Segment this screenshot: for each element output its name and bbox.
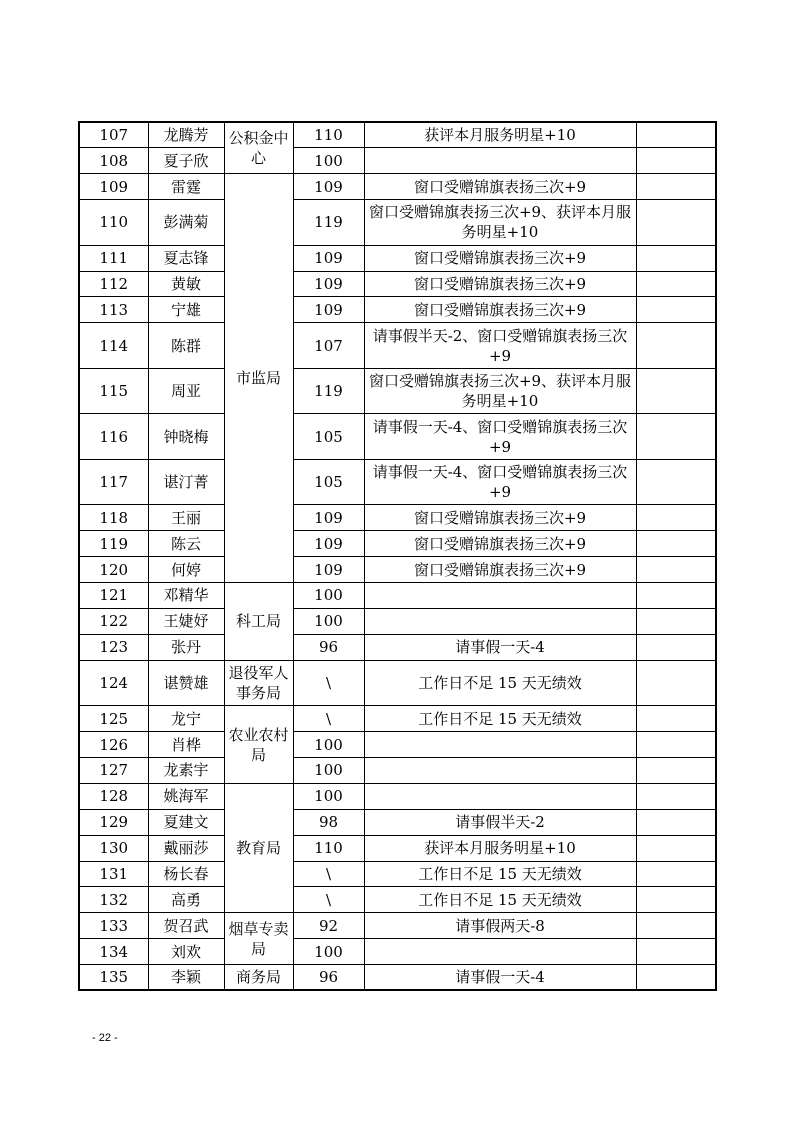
name-cell: 雷霆 bbox=[148, 174, 224, 200]
department-cell: 科工局 bbox=[224, 583, 293, 661]
name-cell: 龙宁 bbox=[148, 706, 224, 732]
note-cell bbox=[364, 757, 636, 783]
department-cell: 公积金中心 bbox=[224, 122, 293, 174]
table-row bbox=[79, 531, 716, 557]
remark-cell bbox=[636, 706, 716, 732]
row-number-cell: 133 bbox=[79, 913, 148, 939]
score-cell: 109 bbox=[293, 531, 364, 557]
table-row bbox=[79, 887, 716, 913]
name-cell: 龙腾芳 bbox=[148, 122, 224, 148]
remark-cell bbox=[636, 122, 716, 148]
remark-cell bbox=[636, 608, 716, 634]
table-row bbox=[79, 706, 716, 732]
table-row bbox=[79, 783, 716, 809]
name-cell: 谌汀菁 bbox=[148, 459, 224, 505]
score-cell: 100 bbox=[293, 939, 364, 965]
score-cell: \ bbox=[293, 706, 364, 732]
score-cell: 109 bbox=[293, 245, 364, 271]
name-cell: 陈云 bbox=[148, 531, 224, 557]
name-cell: 姚海军 bbox=[148, 783, 224, 809]
table-row bbox=[79, 174, 716, 200]
name-cell: 贺召武 bbox=[148, 913, 224, 939]
row-number-cell: 107 bbox=[79, 122, 148, 148]
score-cell: 110 bbox=[293, 835, 364, 861]
score-cell: 100 bbox=[293, 757, 364, 783]
note-cell bbox=[364, 583, 636, 609]
note-cell: 窗口受赠锦旗表扬三次+9 bbox=[364, 271, 636, 297]
name-cell: 龙素宇 bbox=[148, 757, 224, 783]
name-cell: 谌赞雄 bbox=[148, 660, 224, 706]
note-cell: 工作日不足 15 天无绩效 bbox=[364, 861, 636, 887]
row-number-cell: 135 bbox=[79, 965, 148, 991]
score-cell: 109 bbox=[293, 271, 364, 297]
note-cell: 工作日不足 15 天无绩效 bbox=[364, 660, 636, 706]
name-cell: 王婕妤 bbox=[148, 608, 224, 634]
note-cell: 请事假一天-4、窗口受赠锦旗表扬三次+9 bbox=[364, 414, 636, 460]
table-row bbox=[79, 271, 716, 297]
note-cell bbox=[364, 783, 636, 809]
row-number-cell: 117 bbox=[79, 459, 148, 505]
note-cell: 窗口受赠锦旗表扬三次+9 bbox=[364, 245, 636, 271]
note-cell: 工作日不足 15 天无绩效 bbox=[364, 706, 636, 732]
department-cell: 教育局 bbox=[224, 783, 293, 912]
table-row bbox=[79, 583, 716, 609]
remark-cell bbox=[636, 965, 716, 991]
name-cell: 夏建文 bbox=[148, 809, 224, 835]
table-body bbox=[79, 122, 716, 990]
name-cell: 杨长春 bbox=[148, 861, 224, 887]
note-cell bbox=[364, 732, 636, 758]
note-cell: 请事假一天-4 bbox=[364, 965, 636, 991]
score-cell: 107 bbox=[293, 323, 364, 369]
score-cell: 109 bbox=[293, 297, 364, 323]
row-number-cell: 127 bbox=[79, 757, 148, 783]
remark-cell bbox=[636, 732, 716, 758]
remark-cell bbox=[636, 583, 716, 609]
table-row bbox=[79, 809, 716, 835]
table-row bbox=[79, 368, 716, 414]
row-number-cell: 125 bbox=[79, 706, 148, 732]
department-cell: 商务局 bbox=[224, 965, 293, 991]
table-row bbox=[79, 835, 716, 861]
row-number-cell: 134 bbox=[79, 939, 148, 965]
remark-cell bbox=[636, 297, 716, 323]
score-cell: 119 bbox=[293, 200, 364, 246]
remark-cell bbox=[636, 861, 716, 887]
name-cell: 宁雄 bbox=[148, 297, 224, 323]
department-cell: 市监局 bbox=[224, 174, 293, 583]
table-row bbox=[79, 913, 716, 939]
table-row bbox=[79, 505, 716, 531]
row-number-cell: 108 bbox=[79, 148, 148, 174]
row-number-cell: 131 bbox=[79, 861, 148, 887]
table-row bbox=[79, 200, 716, 246]
table-row bbox=[79, 414, 716, 460]
table-row bbox=[79, 557, 716, 583]
score-cell: 109 bbox=[293, 557, 364, 583]
remark-cell bbox=[636, 459, 716, 505]
note-cell bbox=[364, 939, 636, 965]
score-cell: \ bbox=[293, 861, 364, 887]
row-number-cell: 128 bbox=[79, 783, 148, 809]
row-number-cell: 122 bbox=[79, 608, 148, 634]
row-number-cell: 118 bbox=[79, 505, 148, 531]
table-row bbox=[79, 660, 716, 706]
note-cell bbox=[364, 608, 636, 634]
table-row bbox=[79, 608, 716, 634]
table-row bbox=[79, 939, 716, 965]
note-cell: 获评本月服务明星+10 bbox=[364, 835, 636, 861]
department-cell: 农业农村局 bbox=[224, 706, 293, 784]
score-cell: 105 bbox=[293, 414, 364, 460]
note-cell: 窗口受赠锦旗表扬三次+9 bbox=[364, 297, 636, 323]
score-cell: 100 bbox=[293, 732, 364, 758]
name-cell: 黄敏 bbox=[148, 271, 224, 297]
remark-cell bbox=[636, 368, 716, 414]
remark-cell bbox=[636, 271, 716, 297]
name-cell: 彭满菊 bbox=[148, 200, 224, 246]
remark-cell bbox=[636, 939, 716, 965]
remark-cell bbox=[636, 245, 716, 271]
score-cell: 100 bbox=[293, 608, 364, 634]
name-cell: 高勇 bbox=[148, 887, 224, 913]
row-number-cell: 112 bbox=[79, 271, 148, 297]
name-cell: 肖桦 bbox=[148, 732, 224, 758]
row-number-cell: 119 bbox=[79, 531, 148, 557]
note-cell bbox=[364, 148, 636, 174]
score-cell: 100 bbox=[293, 583, 364, 609]
note-cell: 获评本月服务明星+10 bbox=[364, 122, 636, 148]
score-cell: 119 bbox=[293, 368, 364, 414]
score-cell: 109 bbox=[293, 174, 364, 200]
row-number-cell: 113 bbox=[79, 297, 148, 323]
name-cell: 张丹 bbox=[148, 634, 224, 660]
row-number-cell: 126 bbox=[79, 732, 148, 758]
name-cell: 何婷 bbox=[148, 557, 224, 583]
note-cell: 请事假一天-4、窗口受赠锦旗表扬三次+9 bbox=[364, 459, 636, 505]
note-cell: 请事假半天-2 bbox=[364, 809, 636, 835]
name-cell: 邓精华 bbox=[148, 583, 224, 609]
remark-cell bbox=[636, 557, 716, 583]
score-cell: \ bbox=[293, 887, 364, 913]
score-cell: 96 bbox=[293, 965, 364, 991]
name-cell: 周亚 bbox=[148, 368, 224, 414]
name-cell: 钟晓梅 bbox=[148, 414, 224, 460]
note-cell: 请事假一天-4 bbox=[364, 634, 636, 660]
remark-cell bbox=[636, 660, 716, 706]
name-cell: 夏子欣 bbox=[148, 148, 224, 174]
table-row bbox=[79, 148, 716, 174]
department-cell: 退役军人事务局 bbox=[224, 660, 293, 706]
name-cell: 夏志锋 bbox=[148, 245, 224, 271]
table-row bbox=[79, 732, 716, 758]
row-number-cell: 121 bbox=[79, 583, 148, 609]
note-cell: 工作日不足 15 天无绩效 bbox=[364, 887, 636, 913]
department-cell: 烟草专卖局 bbox=[224, 913, 293, 965]
note-cell: 请事假半天-2、窗口受赠锦旗表扬三次+9 bbox=[364, 323, 636, 369]
score-cell: 109 bbox=[293, 505, 364, 531]
note-cell: 窗口受赠锦旗表扬三次+9、获评本月服务明星+10 bbox=[364, 368, 636, 414]
score-cell: 110 bbox=[293, 122, 364, 148]
row-number-cell: 132 bbox=[79, 887, 148, 913]
note-cell: 窗口受赠锦旗表扬三次+9 bbox=[364, 557, 636, 583]
name-cell: 王丽 bbox=[148, 505, 224, 531]
row-number-cell: 130 bbox=[79, 835, 148, 861]
note-cell: 窗口受赠锦旗表扬三次+9 bbox=[364, 505, 636, 531]
remark-cell bbox=[636, 200, 716, 246]
remark-cell bbox=[636, 414, 716, 460]
remark-cell bbox=[636, 148, 716, 174]
table-row bbox=[79, 297, 716, 323]
note-cell: 窗口受赠锦旗表扬三次+9 bbox=[364, 531, 636, 557]
name-cell: 陈群 bbox=[148, 323, 224, 369]
note-cell: 窗口受赠锦旗表扬三次+9 bbox=[364, 174, 636, 200]
remark-cell bbox=[636, 913, 716, 939]
remark-cell bbox=[636, 323, 716, 369]
score-cell: 92 bbox=[293, 913, 364, 939]
remark-cell bbox=[636, 505, 716, 531]
row-number-cell: 124 bbox=[79, 660, 148, 706]
row-number-cell: 114 bbox=[79, 323, 148, 369]
table-row bbox=[79, 965, 716, 991]
row-number-cell: 115 bbox=[79, 368, 148, 414]
remark-cell bbox=[636, 531, 716, 557]
score-cell: 105 bbox=[293, 459, 364, 505]
remark-cell bbox=[636, 835, 716, 861]
row-number-cell: 123 bbox=[79, 634, 148, 660]
performance-table bbox=[78, 121, 717, 991]
score-cell: 100 bbox=[293, 783, 364, 809]
page-number: - 22 - bbox=[92, 1032, 118, 1044]
table-row bbox=[79, 323, 716, 369]
table-row bbox=[79, 122, 716, 148]
row-number-cell: 111 bbox=[79, 245, 148, 271]
note-cell: 请事假两天-8 bbox=[364, 913, 636, 939]
row-number-cell: 110 bbox=[79, 200, 148, 246]
remark-cell bbox=[636, 783, 716, 809]
table-row bbox=[79, 245, 716, 271]
name-cell: 李颖 bbox=[148, 965, 224, 991]
name-cell: 刘欢 bbox=[148, 939, 224, 965]
score-cell: 96 bbox=[293, 634, 364, 660]
note-cell: 窗口受赠锦旗表扬三次+9、获评本月服务明星+10 bbox=[364, 200, 636, 246]
row-number-cell: 109 bbox=[79, 174, 148, 200]
table-row bbox=[79, 757, 716, 783]
table-row bbox=[79, 459, 716, 505]
remark-cell bbox=[636, 634, 716, 660]
remark-cell bbox=[636, 887, 716, 913]
row-number-cell: 129 bbox=[79, 809, 148, 835]
remark-cell bbox=[636, 757, 716, 783]
score-cell: \ bbox=[293, 660, 364, 706]
score-cell: 98 bbox=[293, 809, 364, 835]
remark-cell bbox=[636, 174, 716, 200]
row-number-cell: 116 bbox=[79, 414, 148, 460]
score-cell: 100 bbox=[293, 148, 364, 174]
name-cell: 戴丽莎 bbox=[148, 835, 224, 861]
table-row bbox=[79, 861, 716, 887]
row-number-cell: 120 bbox=[79, 557, 148, 583]
table-row bbox=[79, 634, 716, 660]
remark-cell bbox=[636, 809, 716, 835]
